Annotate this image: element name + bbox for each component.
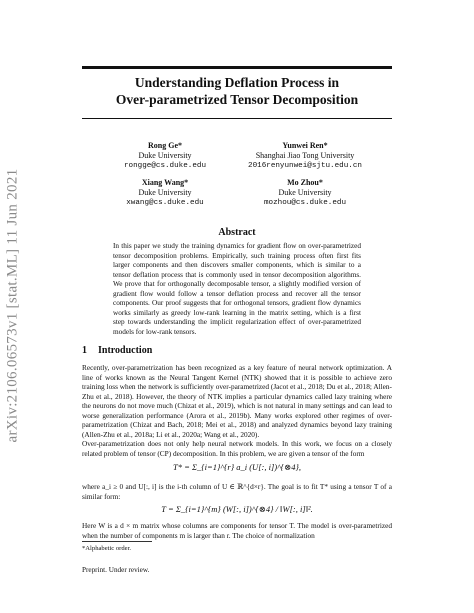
- author-name: Xiang Wang*: [141, 178, 189, 187]
- author-affiliation: Duke University: [138, 188, 192, 197]
- section-heading: [82, 345, 152, 356]
- intro-paragraph-1: Recently, over-parametrization has been recognized as a key feature of neural network optimization. A line of works known as the Neural Tangent Kernel (NTK) showed that it is possible to achieve zero training loss when the network is sufficiently over-parametrized (Jacot et al., 2018; Du et al., 2018; Allen-Zhu et al., 2018). However, the theory of NTK implies a particular dynamics called lazy training where the neurons do not move much (Chizat et al., 2019), which is not natural in many settings and can lead to worse generalization performance (Arora et al., 2019b). Many works explored other regimes of over-parametrization (Chizat and Bach, 2018; Mei et al., 2018) and analyzed dynamics beyond lazy training (Allen-Zhu et al., 2018a; Li et al., 2020a; Wang et al., 2020).: [82, 363, 392, 439]
- title-bottom-rule: [82, 118, 392, 119]
- author-email: 2016renyunwei@sjtu.edu.cn: [248, 162, 362, 170]
- intro-paragraph-3: where a_i ≥ 0 and U[:, i] is the i-th column of U ∈ ℝ^{d×r}. The goal is to fit T* using a tensor T of a similar form:: [82, 482, 392, 501]
- author-email: mozhou@cs.duke.edu: [263, 199, 347, 207]
- equation-model-tensor: T = Σ_{i=1}^{m} (W[:, i])^{⊗4} / ‖W[:, i]‖².: [161, 504, 313, 514]
- preprint-footer: Preprint. Under review.: [82, 566, 150, 574]
- author-name: Rong Ge*: [148, 141, 182, 150]
- footnote-rule: [82, 541, 152, 542]
- equation-target-tensor: T* = Σ_{i=1}^{r} a_i (U[:, i])^{⊗4},: [173, 462, 301, 472]
- author-block-4: [220, 178, 390, 208]
- author-affiliation: Duke University: [138, 151, 192, 160]
- intro-paragraph-4: Here W is a d × m matrix whose columns are components for tensor T. The model is over-parametrized when the number of components m is larger than r. The choice of normalization: [82, 521, 392, 540]
- author-name: Mo Zhou*: [287, 178, 323, 187]
- author-block-2: [220, 141, 390, 171]
- arxiv-identifier-text: arXiv:2106.06573v1 [stat.ML] 11 Jun 2021: [4, 168, 21, 442]
- intro-paragraph-2: Over-parametrization does not only help neural network models. In this work, we focus on a closely related problem of tensor (CP) decomposition. In this problem, we are given a tensor of the form: [82, 439, 392, 458]
- section-number: 1: [82, 345, 87, 356]
- abstract-text: In this paper we study the training dynamics for gradient flow on over-parametrized tensor decomposition problems. Empirically, such training process often first fits larger components and then discovers smaller components, which is similar to a tensor deflation process that is commonly used in tensor decomposition algorithms. We prove that for orthogonally decomposable tensor, a slightly modified version of gradient flow would follow a tensor deflation process and recover all the tensor components. Our proof suggests that for orthogonal tensors, gradient flow dynamics works similarly as greedy low-rank learning in the matrix setting, which is a first step towards understanding the implicit regularization effect of over-parametrized models for low-rank tensors.: [113, 242, 361, 336]
- arxiv-identifier-stamp: [2, 120, 24, 490]
- footnote: *Alphabetic order.: [82, 545, 132, 552]
- author-email: rongge@cs.duke.edu: [123, 162, 207, 170]
- author-email: xwang@cs.duke.edu: [126, 199, 204, 207]
- author-name: Yunwei Ren*: [282, 141, 328, 150]
- title-top-rule: [82, 66, 392, 69]
- author-affiliation: Duke University: [278, 188, 332, 197]
- paper-title-line-2: Over-parametrized Tensor Decomposition: [115, 92, 359, 107]
- paper-title-line-1: Understanding Deflation Process in: [134, 75, 340, 90]
- section-title: Introduction: [98, 345, 153, 356]
- abstract-heading: Abstract: [218, 227, 256, 238]
- author-affiliation: Shanghai Jiao Tong University: [255, 151, 355, 160]
- paper-title: [82, 74, 392, 108]
